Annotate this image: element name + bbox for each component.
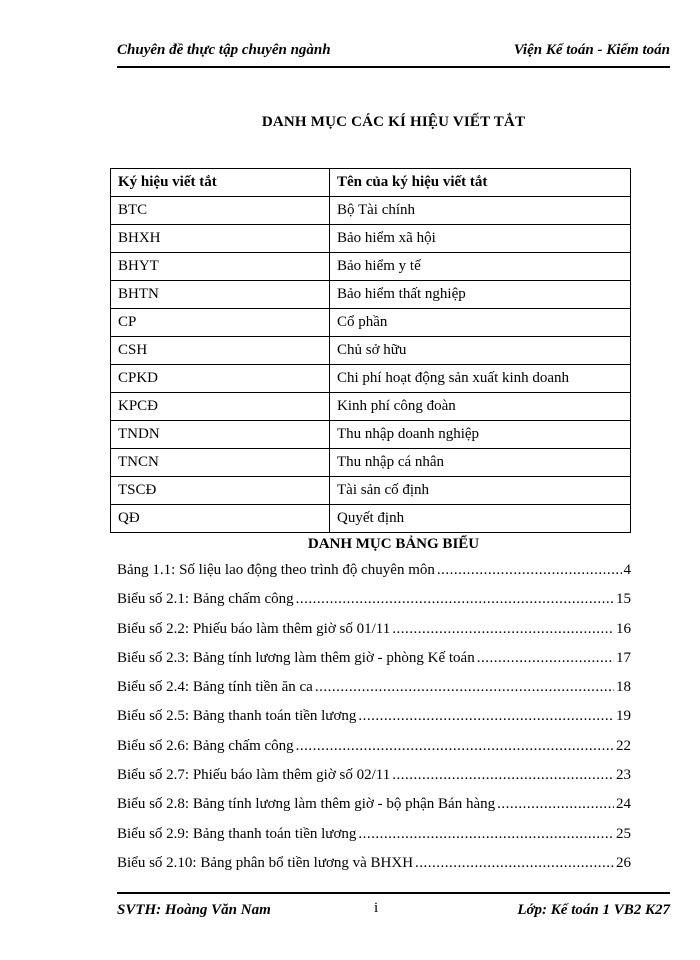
toc-entry xyxy=(117,650,631,679)
full-name-cell: Bảo hiểm y tế xyxy=(330,253,631,281)
abbreviation-row xyxy=(111,421,631,449)
toc-entry-page: 16 xyxy=(616,620,631,637)
toc-entry xyxy=(117,708,631,737)
full-name-cell: Cổ phần xyxy=(330,309,631,337)
toc-entry xyxy=(117,679,631,708)
abbreviation-cell: TSCĐ xyxy=(111,477,330,505)
toc-dot-leader xyxy=(392,621,614,638)
full-name-cell: Quyết định xyxy=(330,505,631,533)
toc-entry-page: 19 xyxy=(616,708,631,725)
full-name-cell: Kinh phí công đoàn xyxy=(330,393,631,421)
full-name-cell: Bộ Tài chính xyxy=(330,197,631,225)
abbreviation-row xyxy=(111,225,631,253)
toc-dot-leader xyxy=(392,767,614,784)
tables-list-title: DANH MỤC BẢNG BIỂU xyxy=(307,536,480,552)
abbreviation-row xyxy=(111,309,631,337)
abbreviation-row xyxy=(111,281,631,309)
footer-student-name: SVTH: Hoàng Văn Nam xyxy=(117,902,271,918)
abbreviation-cell: QĐ xyxy=(111,505,330,533)
toc-entry-page: 24 xyxy=(616,796,631,813)
toc-entry-label: Biểu số 2.1: Bảng chấm công xyxy=(117,591,294,608)
abbreviation-cell: BHTN xyxy=(111,281,330,309)
abbreviation-cell: TNDN xyxy=(111,421,330,449)
toc-dot-leader xyxy=(296,738,614,755)
abbreviation-cell: TNCN xyxy=(111,449,330,477)
abbreviations-table xyxy=(110,168,631,533)
toc-dot-leader xyxy=(437,562,622,579)
toc-entry-page: 23 xyxy=(616,767,631,784)
toc-entry-label: Biểu số 2.3: Bảng tính lương làm thêm giờ - phòng Kế toán xyxy=(117,649,475,666)
page-header xyxy=(117,38,670,68)
toc-entry-label: Biểu số 2.10: Bảng phân bổ tiền lương và BHXH xyxy=(117,854,414,871)
toc-entry-label: Biểu số 2.8: Bảng tính lương làm thêm giờ - bộ phận Bán hàng xyxy=(117,796,496,813)
toc-entry xyxy=(117,562,631,591)
full-name-cell: Bảo hiểm thất nghiệp xyxy=(330,281,631,309)
toc-entry-label: Biểu số 2.2: Phiếu báo làm thêm giờ số 01/11 xyxy=(117,620,391,637)
footer-class-name: Lớp: Kế toán 1 VB2 K27 xyxy=(517,902,670,918)
toc-entry xyxy=(117,621,631,650)
abbreviation-cell: CSH xyxy=(111,337,330,365)
toc-entry-label: Bảng 1.1: Số liệu lao động theo trình độ chuyên môn xyxy=(117,562,435,578)
abbreviation-cell: BTC xyxy=(111,197,330,225)
toc-entry xyxy=(117,796,631,825)
abbreviation-row xyxy=(111,505,631,533)
toc-dot-leader xyxy=(415,855,614,872)
abbreviation-row xyxy=(111,197,631,225)
abbreviation-row xyxy=(111,365,631,393)
abbreviations-header-row xyxy=(111,169,631,197)
toc-entry-label: Biểu số 2.9: Bảng thanh toán tiền lương xyxy=(117,825,357,842)
abbreviation-row xyxy=(111,337,631,365)
toc-entry-label: Biểu số 2.4: Bảng tính tiền ăn ca xyxy=(117,679,313,696)
column-header-full-name: Tên của ký hiệu viết tắt xyxy=(330,169,631,197)
toc-entry-page: 26 xyxy=(616,854,631,871)
toc-entry xyxy=(117,767,631,796)
full-name-cell: Thu nhập cá nhân xyxy=(330,449,631,477)
toc-entry-label: Biểu số 2.6: Bảng chấm công xyxy=(117,737,294,754)
toc-dot-leader xyxy=(358,708,614,725)
toc-entry-page: 22 xyxy=(616,737,631,754)
toc-dot-leader xyxy=(477,650,614,667)
toc-entry xyxy=(117,738,631,767)
abbreviation-cell: KPCĐ xyxy=(111,393,330,421)
abbreviation-cell: BHXH xyxy=(111,225,330,253)
toc-entry xyxy=(117,826,631,855)
toc-entry-page: 18 xyxy=(616,679,631,696)
full-name-cell: Bảo hiểm xã hội xyxy=(330,225,631,253)
footer-page-number: i xyxy=(374,900,379,916)
tables-list xyxy=(117,562,631,884)
toc-entry xyxy=(117,855,631,884)
header-left-text: Chuyên đề thực tập chuyên ngành xyxy=(117,42,331,58)
toc-entry-page: 25 xyxy=(616,825,631,842)
abbreviation-cell: CP xyxy=(111,309,330,337)
abbreviation-row xyxy=(111,393,631,421)
full-name-cell: Chi phí hoạt động sản xuất kinh doanh xyxy=(330,365,631,393)
header-right-text: Viện Kế toán - Kiểm toán xyxy=(513,42,670,58)
toc-entry-page: 15 xyxy=(616,591,631,608)
column-header-abbreviation: Ký hiệu viết tắt xyxy=(111,169,330,197)
abbreviation-row xyxy=(111,253,631,281)
abbreviation-cell: CPKD xyxy=(111,365,330,393)
abbreviations-title: DANH MỤC CÁC KÍ HIỆU VIẾT TẮT xyxy=(261,114,526,130)
full-name-cell: Thu nhập doanh nghiệp xyxy=(330,421,631,449)
toc-entry-page: 4 xyxy=(623,562,631,578)
toc-dot-leader xyxy=(497,796,614,813)
toc-dot-leader xyxy=(296,591,614,608)
toc-dot-leader xyxy=(358,826,614,843)
abbreviation-row xyxy=(111,449,631,477)
toc-entry-label: Biểu số 2.7: Phiếu báo làm thêm giờ số 02/11 xyxy=(117,767,391,784)
toc-entry-label: Biểu số 2.5: Bảng thanh toán tiền lương xyxy=(117,708,357,725)
abbreviation-cell: BHYT xyxy=(111,253,330,281)
full-name-cell: Chủ sở hữu xyxy=(330,337,631,365)
toc-dot-leader xyxy=(315,679,614,696)
toc-entry xyxy=(117,591,631,620)
abbreviation-row xyxy=(111,477,631,505)
full-name-cell: Tài sản cố định xyxy=(330,477,631,505)
page-footer xyxy=(117,892,670,922)
toc-entry-page: 17 xyxy=(616,649,631,666)
